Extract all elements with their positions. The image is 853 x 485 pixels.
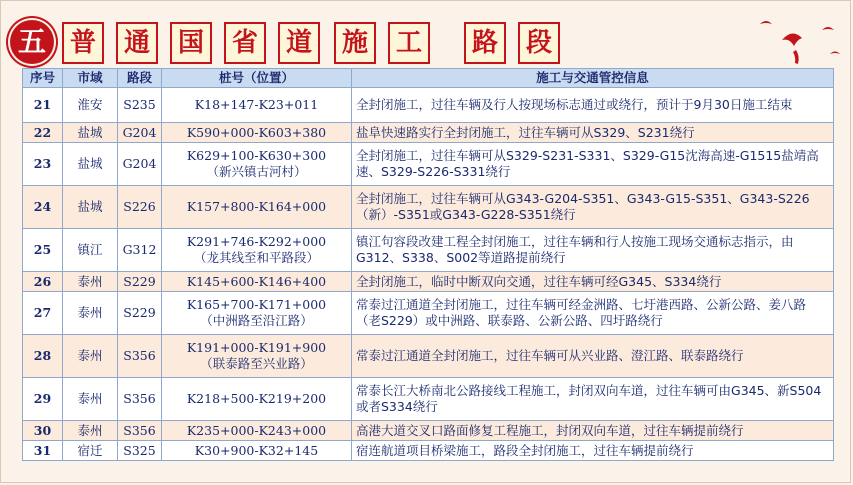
bird-decoration-icon	[752, 10, 847, 70]
table-row	[23, 272, 834, 292]
cell-road: S235	[118, 88, 162, 123]
cell-stake: K218+500-K219+200	[162, 378, 352, 421]
title-char: 省	[224, 22, 266, 64]
cell-city: 泰州	[63, 378, 118, 421]
cell-info: 宿连航道项目桥梁施工，路段全封闭施工，过往车辆提前绕行	[352, 441, 834, 461]
cell-no: 21	[23, 88, 63, 123]
table-header-row	[23, 69, 834, 88]
cell-info: 常泰过江通道全封闭施工，过往车辆可从兴业路、澄江路、联泰路绕行	[352, 335, 834, 378]
cell-city: 宿迁	[63, 441, 118, 461]
title-char: 施	[334, 22, 376, 64]
cell-stake: K291+746-K292+000 （龙其线至和平路段）	[162, 229, 352, 272]
cell-stake: K30+900-K32+145	[162, 441, 352, 461]
col-header-no: 序号	[23, 69, 63, 88]
col-header-road: 路段	[118, 69, 162, 88]
cell-city: 镇江	[63, 229, 118, 272]
cell-info: 常泰过江通道全封闭施工，过往车辆可经金洲路、七圩港西路、公新公路、姜八路（老S229）或中洲路、联泰路、公新公路、四圩路绕行	[352, 292, 834, 335]
col-header-info: 施工与交通管控信息	[352, 69, 834, 88]
cell-road: S356	[118, 335, 162, 378]
cell-info: 常泰长江大桥南北公路接线工程施工，封闭双向车道，过往车辆可由G345、新S504或者S334绕行	[352, 378, 834, 421]
section-number-badge: 五	[10, 20, 54, 64]
table-row	[23, 421, 834, 441]
table-row	[23, 186, 834, 229]
table-row	[23, 378, 834, 421]
cell-info: 高港大道交叉口路面修复工程施工，封闭双向车道，过往车辆提前绕行	[352, 421, 834, 441]
cell-city: 盐城	[63, 186, 118, 229]
cell-road: S229	[118, 272, 162, 292]
cell-stake: K157+800-K164+000	[162, 186, 352, 229]
table-row	[23, 335, 834, 378]
cell-city: 盐城	[63, 143, 118, 186]
cell-road: S226	[118, 186, 162, 229]
cell-info: 盐阜快速路实行全封闭施工，过往车辆可从S329、S231绕行	[352, 123, 834, 143]
cell-road: S356	[118, 378, 162, 421]
cell-city: 泰州	[63, 292, 118, 335]
cell-info: 全封闭施工，临时中断双向交通，过往车辆可经G345、S334绕行	[352, 272, 834, 292]
cell-stake: K629+100-K630+300 （新兴镇古河村）	[162, 143, 352, 186]
cell-no: 29	[23, 378, 63, 421]
cell-info: 全封闭施工，过往车辆及行人按现场标志通过或绕行，预计于9月30日施工结束	[352, 88, 834, 123]
cell-no: 25	[23, 229, 63, 272]
cell-no: 31	[23, 441, 63, 461]
cell-road: S325	[118, 441, 162, 461]
table-row	[23, 143, 834, 186]
table-row	[23, 88, 834, 123]
cell-city: 泰州	[63, 421, 118, 441]
cell-city: 泰州	[63, 272, 118, 292]
cell-no: 23	[23, 143, 63, 186]
cell-info: 镇江句容段改建工程全封闭施工，过往车辆和行人按施工现场交通标志指示，由G312、S338、S002等道路提前绕行	[352, 229, 834, 272]
cell-road: G312	[118, 229, 162, 272]
cell-road: G204	[118, 123, 162, 143]
cell-road: G204	[118, 143, 162, 186]
cell-road: S356	[118, 421, 162, 441]
cell-city: 淮安	[63, 88, 118, 123]
cell-no: 28	[23, 335, 63, 378]
cell-city: 泰州	[63, 335, 118, 378]
cell-stake: K235+000-K243+000	[162, 421, 352, 441]
cell-no: 22	[23, 123, 63, 143]
table-row	[23, 292, 834, 335]
title-char: 道	[278, 22, 320, 64]
cell-stake: K18+147-K23+011	[162, 88, 352, 123]
table-row	[23, 123, 834, 143]
cell-no: 27	[23, 292, 63, 335]
cell-no: 26	[23, 272, 63, 292]
cell-stake: K191+000-K191+900 （联泰路至兴业路）	[162, 335, 352, 378]
cell-stake: K145+600-K146+400	[162, 272, 352, 292]
title-char: 普	[62, 22, 104, 64]
construction-table	[22, 68, 834, 461]
cell-info: 全封闭施工，过往车辆可从S329-S231-S331、S329-G15沈海高速-G1515盐靖高速、S329-S226-S331绕行	[352, 143, 834, 186]
table-row	[23, 441, 834, 461]
cell-no: 24	[23, 186, 63, 229]
cell-stake: K590+000-K603+380	[162, 123, 352, 143]
cell-city: 盐城	[63, 123, 118, 143]
title-char: 国	[170, 22, 212, 64]
table-row	[23, 229, 834, 272]
title-char: 段	[518, 22, 560, 64]
col-header-city: 市域	[63, 69, 118, 88]
title-char: 通	[116, 22, 158, 64]
title-char: 工	[388, 22, 430, 64]
cell-stake: K165+700-K171+000 （中洲路至沿江路）	[162, 292, 352, 335]
cell-road: S229	[118, 292, 162, 335]
col-header-stake: 桩号（位置）	[162, 69, 352, 88]
cell-info: 全封闭施工，过往车辆可从G343-G204-S351、G343-G15-S351、G343-S226（新）-S351或G343-G228-S351绕行	[352, 186, 834, 229]
title-char: 路	[464, 22, 506, 64]
cell-no: 30	[23, 421, 63, 441]
